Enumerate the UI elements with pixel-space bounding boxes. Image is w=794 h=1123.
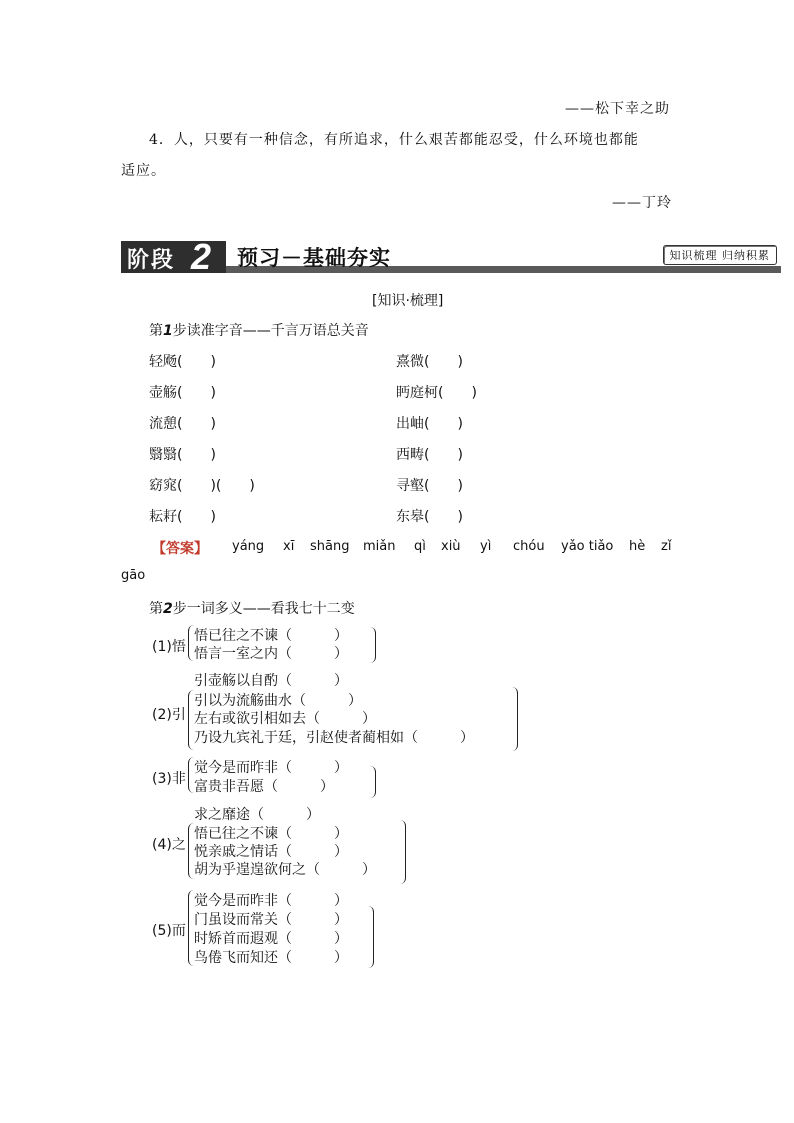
step1-right-item: 眄庭柯( ) — [396, 385, 477, 401]
step1-right-item: 熹微( ) — [396, 354, 463, 370]
polysemy-line: 引以为流觞曲水（ ） — [194, 693, 362, 709]
step1-left-item: 耘耔( ) — [149, 509, 216, 525]
step1-heading — [149, 320, 369, 340]
step2-number: 2 — [163, 601, 173, 617]
polysemy-label: (3)非 — [152, 771, 186, 787]
right-brace — [370, 627, 376, 663]
answer-tag: 【答案】 — [152, 541, 208, 557]
polysemy-line: 求之靡途（ ） — [194, 807, 320, 823]
step1-right-item: 出岫( ) — [396, 416, 463, 432]
polysemy-line: 鸟倦飞而知还（ ） — [194, 950, 348, 966]
polysemy-line: 引壶觞以自酌（ ） — [194, 673, 348, 689]
right-brace — [512, 687, 518, 751]
stage-tag: 知识梳理 归纳积累 — [663, 245, 778, 265]
pinyin-item: xiù — [441, 539, 461, 554]
step1-right-item: 寻壑( ) — [396, 478, 463, 494]
polysemy-line: 觉今是而昨非（ ） — [194, 760, 348, 776]
polysemy-line: 悟言一室之内（ ） — [194, 646, 348, 662]
pinyin-item: hè — [629, 539, 646, 554]
stage-banner — [121, 236, 781, 277]
quote-4-author: ——丁玲 — [612, 195, 672, 211]
pinyin-item: yáng — [232, 539, 265, 554]
pinyin-item: xī — [283, 539, 295, 554]
pinyin-item: yì — [480, 539, 492, 554]
stage-title: 预习－基础夯实 — [237, 246, 391, 270]
quote-4-line-1: 4．人，只要有一种信念，有所追求，什么艰苦都能忍受，什么环境也都能 — [149, 132, 639, 148]
right-brace — [368, 906, 374, 968]
step2-heading — [149, 598, 355, 618]
polysemy-label: (5)而 — [152, 923, 186, 939]
polysemy-label: (1)悟 — [152, 639, 186, 655]
polysemy-line: 胡为乎遑遑欲何之（ ） — [194, 862, 376, 878]
step1-left-item: 轻飏( ) — [149, 354, 216, 370]
step1-prefix: 第 — [149, 323, 163, 339]
pinyin-item: shāng — [310, 539, 350, 554]
pinyin-item: miǎn — [363, 539, 396, 554]
polysemy-line: 悟已往之不谏（ ） — [194, 628, 348, 644]
answer-label — [152, 538, 208, 558]
pinyin-item: gāo — [121, 568, 146, 583]
pinyin-item: yǎo tiǎo — [561, 539, 614, 554]
polysemy-line: 左右或欲引相如去（ ） — [194, 711, 376, 727]
quote-4-line-2: 适应。 — [121, 163, 166, 179]
polysemy-line: 悦亲戚之情话（ ） — [194, 844, 348, 860]
step2-prefix: 第 — [149, 601, 163, 617]
section-header: [知识·梳理] — [372, 293, 444, 309]
step1-title: 步读准字音——千言万语总关音 — [172, 323, 369, 339]
step1-left-item: 窈窕( )( ) — [149, 478, 255, 494]
pinyin-item: chóu — [513, 539, 545, 554]
stage-number: 2 — [191, 236, 212, 277]
pinyin-item: qì — [414, 539, 426, 554]
polysemy-line: 悟已往之不谏（ ） — [194, 826, 348, 842]
step1-right-item: 东皋( ) — [396, 509, 463, 525]
pinyin-item: zǐ — [661, 539, 672, 554]
step1-left-item: 翳翳( ) — [149, 447, 216, 463]
step1-left-item: 流憩( ) — [149, 416, 216, 432]
polysemy-line: 乃设九宾礼于廷，引赵使者蔺相如（ ） — [194, 730, 474, 746]
polysemy-line: 觉今是而昨非（ ） — [194, 893, 348, 909]
step2-title: 步一词多义——看我七十二变 — [172, 601, 355, 617]
step1-number: 1 — [163, 323, 173, 339]
stage-word: 阶段 — [127, 248, 176, 273]
step1-right-item: 西畴( ) — [396, 447, 463, 463]
polysemy-line: 富贵非吾愿（ ） — [194, 779, 334, 795]
quote-3-author: ——松下幸之助 — [565, 101, 670, 117]
polysemy-line: 门虽设而常关（ ） — [194, 912, 348, 928]
stage-banner-dark-block — [121, 236, 226, 277]
right-brace — [370, 766, 376, 798]
step1-left-item: 壶觞( ) — [149, 385, 216, 401]
polysemy-label: (2)引 — [152, 707, 186, 723]
polysemy-line: 时矫首而遐观（ ） — [194, 931, 348, 947]
polysemy-label: (4)之 — [152, 837, 186, 853]
right-brace — [400, 820, 406, 884]
